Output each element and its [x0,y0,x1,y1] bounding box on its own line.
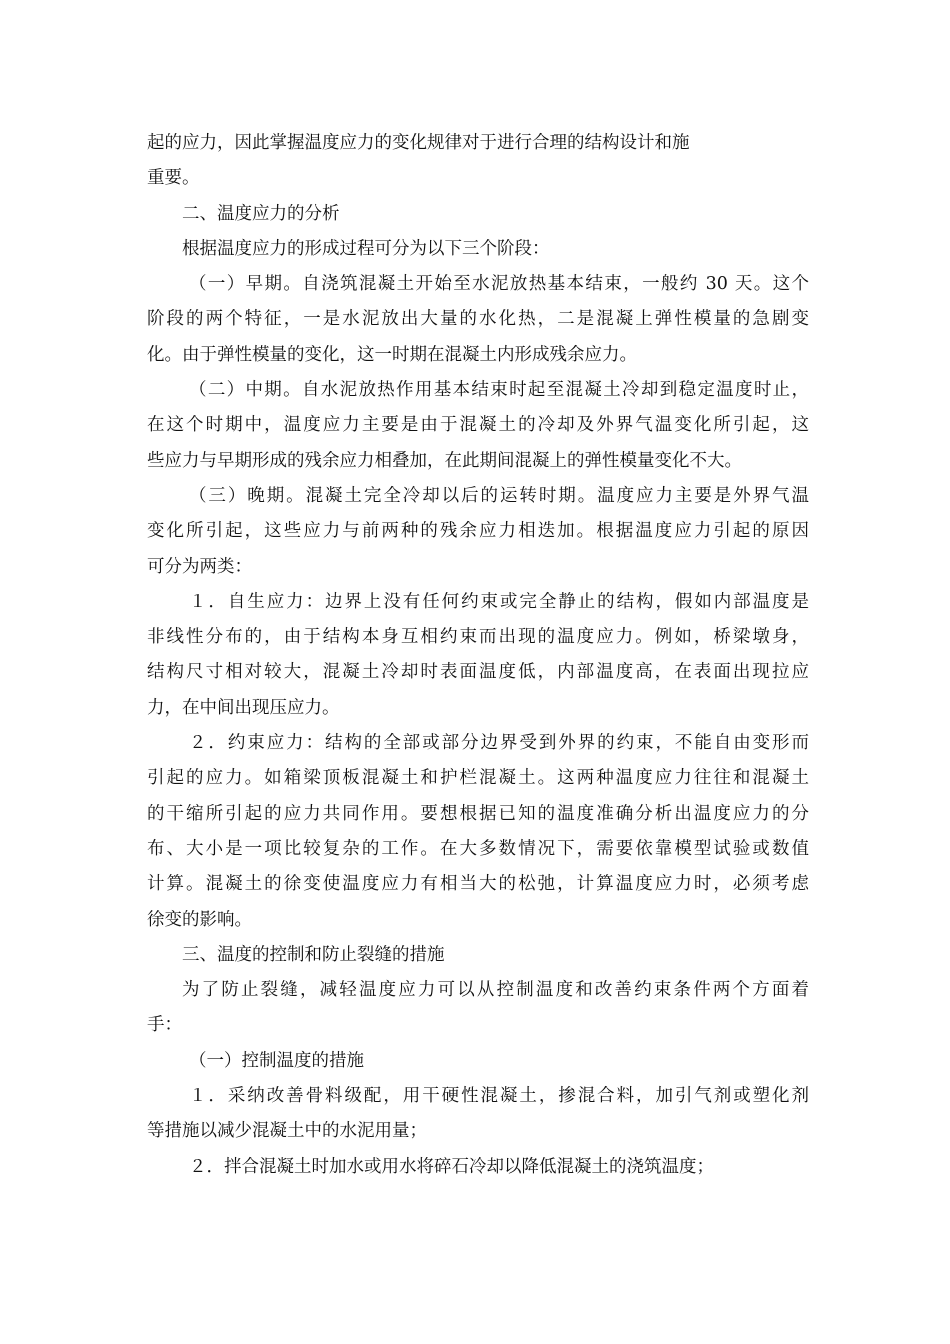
text-line: ２．约束应力：结构的全部或部分边界受到外界的约束，不能自由变形而 [189,733,809,754]
text-line: ２．拌合混凝土时加水或用水将碎石冷却以降低混凝土的浇筑温度； [189,1156,714,1177]
text-line: 等措施以减少混凝土中的水泥用量； [147,1121,427,1142]
text-line: （一）控制温度的措施 [189,1050,364,1071]
text-line: 化。由于弹性模量的变化，这一时期在混凝土内形成残余应力。 [147,344,637,365]
text-line: 二、温度应力的分析 [182,203,340,224]
text-line: （三）晚期。混凝土完全冷却以后的运转时期。温度应力主要是外界气温 [189,485,809,506]
text-line: 计算。混凝土的徐变使温度应力有相当大的松弛，计算温度应力时，必须考虑 [147,874,809,895]
text-line: 三、温度的控制和防止裂缝的措施 [182,944,445,965]
text-line: １．采纳改善骨料级配，用干硬性混凝土，掺混合料，加引气剂或塑化剂 [189,1086,809,1107]
body-text [147,126,809,1185]
text-line: 变化所引起，这些应力与前两种的残余应力相迭加。根据温度应力引起的原因 [147,521,809,542]
text-line: 在这个时期中，温度应力主要是由于混凝土的冷却及外界气温变化所引起，这 [147,415,809,436]
text-line: １．自生应力：边界上没有任何约束或完全静止的结构，假如内部温度是 [189,591,809,612]
text-line: 重要。 [147,168,200,189]
text-line: 可分为两类： [147,556,252,577]
text-line: 非线性分布的，由于结构本身互相约束而出现的温度应力。例如，桥梁墩身， [147,627,809,648]
text-line: 的干缩所引起的应力共同作用。要想根据已知的温度准确分析出温度应力的分 [147,803,809,824]
text-line: 力，在中间出现压应力。 [147,697,340,718]
text-line: 根据温度应力的形成过程可分为以下三个阶段： [182,238,550,259]
text-line: 阶段的两个特征，一是水泥放出大量的水化热，二是混凝上弹性模量的急剧变 [147,309,809,330]
text-line: （一）早期。自浇筑混凝土开始至水泥放热基本结束，一般约 30 天。这个 [189,274,809,295]
text-line: 引起的应力。如箱梁顶板混凝土和护栏混凝土。这两种温度应力往往和混凝土 [147,768,809,789]
text-line: 徐变的影响。 [147,909,252,930]
text-line: 结构尺寸相对较大，混凝土冷却时表面温度低，内部温度高，在表面出现拉应 [147,662,809,683]
text-line: 起的应力，因此掌握温度应力的变化规律对于进行合理的结构设计和施 [147,133,690,153]
text-line: 手： [147,1015,182,1036]
text-line: 布、大小是一项比较复杂的工作。在大多数情况下，需要依靠模型试验或数值 [147,838,809,859]
text-line: 为了防止裂缝，减轻温度应力可以从控制温度和改善约束条件两个方面着 [182,980,809,1001]
text-line: 些应力与早期形成的残余应力相叠加，在此期间混凝上的弹性模量变化不大。 [147,450,742,471]
text-line: （二）中期。自水泥放热作用基本结束时起至混凝土冷却到稳定温度时止， [189,380,809,401]
